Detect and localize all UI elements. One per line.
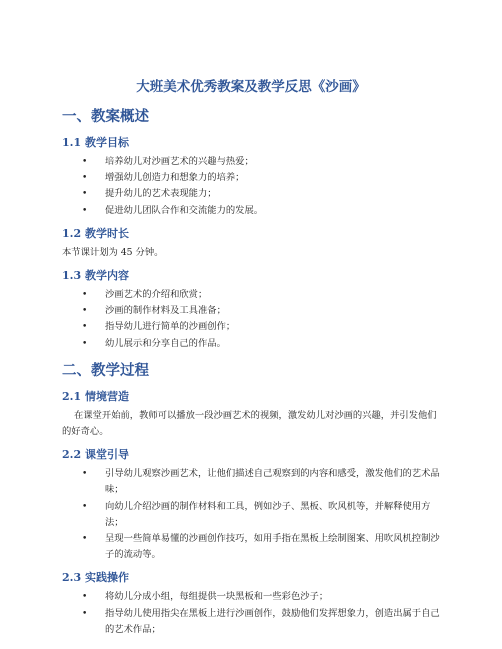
bullet-icon: • — [82, 501, 88, 512]
content-list — [62, 287, 440, 352]
practice-list — [62, 589, 440, 638]
list-item: • 培养幼儿对沙画艺术的兴趣与热爱； — [62, 154, 440, 170]
subheading-goals: 1.1 教学目标 — [62, 136, 129, 149]
intro-text: 在课堂开始前，教师可以播放一段沙画艺术的视频，激发幼儿对沙画的兴趣，并引发他们的好奇心。 — [62, 409, 437, 438]
list-item: • 指导幼儿使用指尖在黑板上进行沙画创作，鼓励他们发挥想象力，创造出属于自己的艺术作品； — [82, 607, 440, 635]
bullet-icon: • — [82, 290, 88, 301]
list-item: • 呈现一些简单易懂的沙画创作技巧，如用手指在黑板上绘制图案、用吹风机控制沙子的流动等。 — [82, 533, 440, 561]
bullet-icon: • — [82, 338, 88, 349]
bullet-icon: • — [82, 173, 88, 184]
list-item: • 沙画的制作材料及工具准备； — [62, 303, 440, 319]
subheading-intro: 2.1 情境营造 — [62, 389, 129, 403]
list-item: • 增强幼儿创造力和想象力的培养； — [62, 170, 440, 186]
bullet-icon: • — [82, 189, 88, 200]
guide-list — [62, 466, 440, 563]
section-heading-process: 二、教学过程 — [62, 361, 149, 379]
list-item: • 沙画艺术的介绍和欣赏； — [62, 287, 440, 303]
bullet-icon: • — [82, 534, 88, 545]
list-item: • 引导幼儿观察沙画艺术，让他们描述自己观察到的内容和感受，激发他们的艺术品味； — [82, 468, 440, 496]
section-heading-overview: 一、教案概述 — [62, 108, 149, 125]
duration-text: 本节课计划为 45 分钟。 — [62, 246, 164, 258]
bullet-icon: • — [82, 157, 88, 167]
bullet-icon: • — [82, 306, 88, 317]
goals-list — [62, 154, 440, 219]
list-item: • 幼儿展示和分享自己的作品。 — [62, 336, 440, 352]
list-item: • 提升幼儿的艺术表现能力； — [62, 186, 440, 202]
list-item: • 指导幼儿进行简单的沙画创作； — [62, 319, 440, 335]
document-title: 大班美术优秀教案及教学反思《沙画》 — [136, 79, 366, 95]
list-item: • 将幼儿分成小组，每组提供一块黑板和一些彩色沙子； — [62, 589, 440, 605]
bullet-icon: • — [82, 205, 88, 216]
subheading-content: 1.3 教学内容 — [62, 269, 129, 283]
list-item: • 促进幼儿团队合作和交流能力的发展。 — [62, 203, 440, 219]
subheading-guide: 2.2 课堂引导 — [62, 448, 129, 462]
bullet-icon: • — [82, 322, 88, 333]
subheading-duration: 1.2 教学时长 — [62, 226, 129, 240]
bullet-icon: • — [82, 469, 88, 480]
bullet-icon: • — [82, 592, 88, 603]
list-item: • 向幼儿介绍沙画的制作材料和工具，例如沙子、黑板、吹风机等，并解释使用方法； — [82, 500, 431, 528]
subheading-practice: 2.3 实践操作 — [62, 571, 129, 585]
bullet-icon: • — [82, 608, 88, 619]
